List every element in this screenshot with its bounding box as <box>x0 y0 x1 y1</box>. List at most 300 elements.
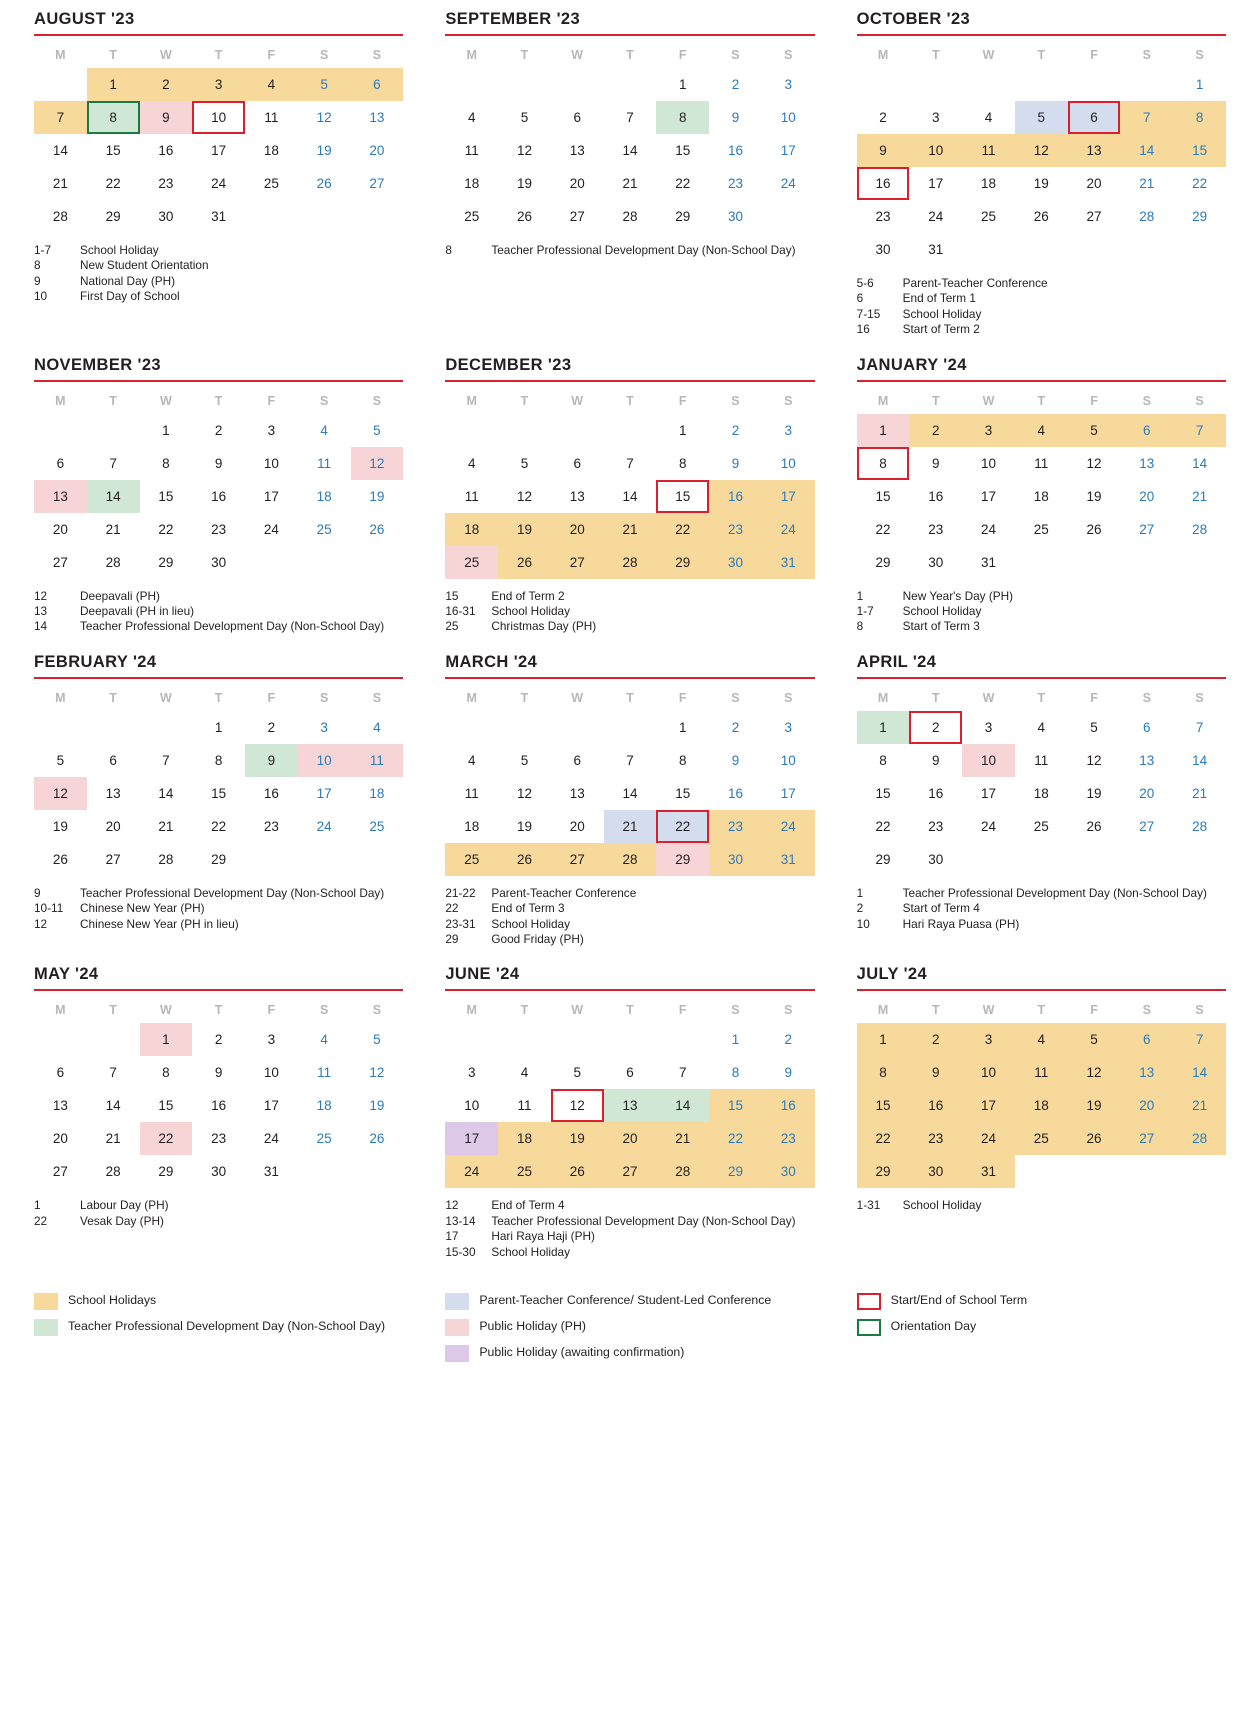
day-cell[interactable] <box>709 1089 762 1122</box>
day-cell[interactable] <box>245 744 298 777</box>
day-cell[interactable] <box>445 843 498 876</box>
day-cell[interactable] <box>857 546 910 579</box>
day-cell[interactable] <box>551 1155 604 1188</box>
day-cell[interactable] <box>551 200 604 233</box>
day-cell[interactable] <box>709 1056 762 1089</box>
day-cell[interactable] <box>656 546 709 579</box>
day-cell[interactable] <box>245 68 298 101</box>
day-cell[interactable] <box>498 546 551 579</box>
day-cell[interactable] <box>445 1122 498 1155</box>
day-cell[interactable] <box>656 744 709 777</box>
day-cell[interactable] <box>445 134 498 167</box>
day-cell[interactable] <box>245 711 298 744</box>
day-cell[interactable] <box>498 480 551 513</box>
day-cell[interactable] <box>498 810 551 843</box>
day-cell[interactable] <box>140 1089 193 1122</box>
day-cell[interactable] <box>604 480 657 513</box>
day-cell[interactable] <box>1068 744 1121 777</box>
day-cell[interactable] <box>962 1023 1015 1056</box>
day-cell[interactable] <box>656 447 709 480</box>
day-cell[interactable] <box>551 1122 604 1155</box>
day-cell[interactable] <box>656 200 709 233</box>
day-cell[interactable] <box>245 810 298 843</box>
day-cell[interactable] <box>962 546 1015 579</box>
day-cell[interactable] <box>604 1056 657 1089</box>
day-cell[interactable] <box>709 711 762 744</box>
day-cell[interactable] <box>762 843 815 876</box>
day-cell[interactable] <box>140 200 193 233</box>
day-cell[interactable] <box>298 68 351 101</box>
day-cell[interactable] <box>87 101 140 134</box>
day-cell[interactable] <box>1068 414 1121 447</box>
day-cell[interactable] <box>962 447 1015 480</box>
day-cell[interactable] <box>498 513 551 546</box>
day-cell[interactable] <box>245 480 298 513</box>
day-cell[interactable] <box>604 843 657 876</box>
day-cell[interactable] <box>351 810 404 843</box>
day-cell[interactable] <box>1015 513 1068 546</box>
day-cell[interactable] <box>192 843 245 876</box>
day-cell[interactable] <box>34 447 87 480</box>
day-cell[interactable] <box>604 1122 657 1155</box>
day-cell[interactable] <box>1068 200 1121 233</box>
day-cell[interactable] <box>1015 101 1068 134</box>
day-cell[interactable] <box>351 1122 404 1155</box>
day-cell[interactable] <box>962 414 1015 447</box>
day-cell[interactable] <box>245 1056 298 1089</box>
day-cell[interactable] <box>709 843 762 876</box>
day-cell[interactable] <box>298 414 351 447</box>
day-cell[interactable] <box>604 101 657 134</box>
day-cell[interactable] <box>498 167 551 200</box>
day-cell[interactable] <box>140 810 193 843</box>
day-cell[interactable] <box>498 777 551 810</box>
day-cell[interactable] <box>87 1089 140 1122</box>
day-cell[interactable] <box>351 167 404 200</box>
day-cell[interactable] <box>762 1056 815 1089</box>
day-cell[interactable] <box>909 1023 962 1056</box>
day-cell[interactable] <box>709 414 762 447</box>
day-cell[interactable] <box>1173 134 1226 167</box>
day-cell[interactable] <box>604 134 657 167</box>
day-cell[interactable] <box>1015 1089 1068 1122</box>
day-cell[interactable] <box>298 134 351 167</box>
day-cell[interactable] <box>909 200 962 233</box>
day-cell[interactable] <box>298 167 351 200</box>
day-cell[interactable] <box>498 447 551 480</box>
day-cell[interactable] <box>34 843 87 876</box>
day-cell[interactable] <box>1120 134 1173 167</box>
day-cell[interactable] <box>445 777 498 810</box>
day-cell[interactable] <box>962 1056 1015 1089</box>
day-cell[interactable] <box>34 810 87 843</box>
day-cell[interactable] <box>87 1056 140 1089</box>
day-cell[interactable] <box>909 744 962 777</box>
day-cell[interactable] <box>1015 447 1068 480</box>
day-cell[interactable] <box>709 101 762 134</box>
day-cell[interactable] <box>1068 167 1121 200</box>
day-cell[interactable] <box>351 414 404 447</box>
day-cell[interactable] <box>656 1056 709 1089</box>
day-cell[interactable] <box>762 1089 815 1122</box>
day-cell[interactable] <box>1173 447 1226 480</box>
day-cell[interactable] <box>762 480 815 513</box>
day-cell[interactable] <box>762 134 815 167</box>
day-cell[interactable] <box>762 546 815 579</box>
day-cell[interactable] <box>1120 1089 1173 1122</box>
day-cell[interactable] <box>551 546 604 579</box>
day-cell[interactable] <box>192 68 245 101</box>
day-cell[interactable] <box>192 1155 245 1188</box>
day-cell[interactable] <box>351 777 404 810</box>
day-cell[interactable] <box>1173 744 1226 777</box>
day-cell[interactable] <box>351 1056 404 1089</box>
day-cell[interactable] <box>857 843 910 876</box>
day-cell[interactable] <box>762 167 815 200</box>
day-cell[interactable] <box>1015 1023 1068 1056</box>
day-cell[interactable] <box>551 167 604 200</box>
day-cell[interactable] <box>762 447 815 480</box>
day-cell[interactable] <box>445 447 498 480</box>
day-cell[interactable] <box>87 513 140 546</box>
day-cell[interactable] <box>909 134 962 167</box>
day-cell[interactable] <box>140 414 193 447</box>
day-cell[interactable] <box>1120 513 1173 546</box>
day-cell[interactable] <box>857 101 910 134</box>
day-cell[interactable] <box>245 1089 298 1122</box>
day-cell[interactable] <box>709 1155 762 1188</box>
day-cell[interactable] <box>498 101 551 134</box>
day-cell[interactable] <box>87 546 140 579</box>
day-cell[interactable] <box>351 447 404 480</box>
day-cell[interactable] <box>34 744 87 777</box>
day-cell[interactable] <box>909 843 962 876</box>
day-cell[interactable] <box>1120 414 1173 447</box>
day-cell[interactable] <box>87 1155 140 1188</box>
day-cell[interactable] <box>656 711 709 744</box>
day-cell[interactable] <box>498 1155 551 1188</box>
day-cell[interactable] <box>351 101 404 134</box>
day-cell[interactable] <box>140 134 193 167</box>
day-cell[interactable] <box>445 810 498 843</box>
day-cell[interactable] <box>909 711 962 744</box>
day-cell[interactable] <box>34 134 87 167</box>
day-cell[interactable] <box>140 513 193 546</box>
day-cell[interactable] <box>298 101 351 134</box>
day-cell[interactable] <box>857 414 910 447</box>
day-cell[interactable] <box>962 1155 1015 1188</box>
day-cell[interactable] <box>762 101 815 134</box>
day-cell[interactable] <box>1173 167 1226 200</box>
day-cell[interactable] <box>709 1023 762 1056</box>
day-cell[interactable] <box>709 167 762 200</box>
day-cell[interactable] <box>762 68 815 101</box>
day-cell[interactable] <box>762 1122 815 1155</box>
day-cell[interactable] <box>1120 447 1173 480</box>
day-cell[interactable] <box>245 414 298 447</box>
day-cell[interactable] <box>87 480 140 513</box>
day-cell[interactable] <box>551 480 604 513</box>
day-cell[interactable] <box>656 810 709 843</box>
day-cell[interactable] <box>656 134 709 167</box>
day-cell[interactable] <box>857 1089 910 1122</box>
day-cell[interactable] <box>445 1056 498 1089</box>
day-cell[interactable] <box>962 513 1015 546</box>
day-cell[interactable] <box>87 447 140 480</box>
day-cell[interactable] <box>909 447 962 480</box>
day-cell[interactable] <box>762 711 815 744</box>
day-cell[interactable] <box>298 447 351 480</box>
day-cell[interactable] <box>656 414 709 447</box>
day-cell[interactable] <box>192 1056 245 1089</box>
day-cell[interactable] <box>34 777 87 810</box>
day-cell[interactable] <box>1068 480 1121 513</box>
day-cell[interactable] <box>857 711 910 744</box>
day-cell[interactable] <box>87 810 140 843</box>
day-cell[interactable] <box>1015 167 1068 200</box>
day-cell[interactable] <box>709 480 762 513</box>
day-cell[interactable] <box>34 200 87 233</box>
day-cell[interactable] <box>351 68 404 101</box>
day-cell[interactable] <box>245 167 298 200</box>
day-cell[interactable] <box>656 1122 709 1155</box>
day-cell[interactable] <box>351 480 404 513</box>
day-cell[interactable] <box>34 167 87 200</box>
day-cell[interactable] <box>909 167 962 200</box>
day-cell[interactable] <box>1120 744 1173 777</box>
day-cell[interactable] <box>351 134 404 167</box>
day-cell[interactable] <box>909 480 962 513</box>
day-cell[interactable] <box>709 810 762 843</box>
day-cell[interactable] <box>445 200 498 233</box>
day-cell[interactable] <box>34 1155 87 1188</box>
day-cell[interactable] <box>909 1155 962 1188</box>
day-cell[interactable] <box>709 68 762 101</box>
day-cell[interactable] <box>1068 134 1121 167</box>
day-cell[interactable] <box>87 777 140 810</box>
day-cell[interactable] <box>604 1089 657 1122</box>
day-cell[interactable] <box>656 777 709 810</box>
day-cell[interactable] <box>1173 68 1226 101</box>
day-cell[interactable] <box>1068 810 1121 843</box>
day-cell[interactable] <box>245 1155 298 1188</box>
day-cell[interactable] <box>962 744 1015 777</box>
day-cell[interactable] <box>192 447 245 480</box>
day-cell[interactable] <box>604 167 657 200</box>
day-cell[interactable] <box>909 546 962 579</box>
day-cell[interactable] <box>245 513 298 546</box>
day-cell[interactable] <box>551 777 604 810</box>
day-cell[interactable] <box>192 480 245 513</box>
day-cell[interactable] <box>498 200 551 233</box>
day-cell[interactable] <box>192 134 245 167</box>
day-cell[interactable] <box>1068 777 1121 810</box>
day-cell[interactable] <box>34 101 87 134</box>
day-cell[interactable] <box>192 167 245 200</box>
day-cell[interactable] <box>140 744 193 777</box>
day-cell[interactable] <box>1015 1056 1068 1089</box>
day-cell[interactable] <box>857 1155 910 1188</box>
day-cell[interactable] <box>245 777 298 810</box>
day-cell[interactable] <box>298 777 351 810</box>
day-cell[interactable] <box>604 744 657 777</box>
day-cell[interactable] <box>192 711 245 744</box>
day-cell[interactable] <box>857 447 910 480</box>
day-cell[interactable] <box>1120 777 1173 810</box>
day-cell[interactable] <box>245 447 298 480</box>
day-cell[interactable] <box>1173 513 1226 546</box>
day-cell[interactable] <box>1068 101 1121 134</box>
day-cell[interactable] <box>351 711 404 744</box>
day-cell[interactable] <box>604 1155 657 1188</box>
day-cell[interactable] <box>909 1056 962 1089</box>
day-cell[interactable] <box>656 1155 709 1188</box>
day-cell[interactable] <box>1120 711 1173 744</box>
day-cell[interactable] <box>1015 480 1068 513</box>
day-cell[interactable] <box>857 134 910 167</box>
day-cell[interactable] <box>192 810 245 843</box>
day-cell[interactable] <box>192 414 245 447</box>
day-cell[interactable] <box>498 1056 551 1089</box>
day-cell[interactable] <box>351 744 404 777</box>
day-cell[interactable] <box>1015 711 1068 744</box>
day-cell[interactable] <box>909 101 962 134</box>
day-cell[interactable] <box>857 480 910 513</box>
day-cell[interactable] <box>962 1122 1015 1155</box>
day-cell[interactable] <box>1068 1023 1121 1056</box>
day-cell[interactable] <box>551 513 604 546</box>
day-cell[interactable] <box>1173 1089 1226 1122</box>
day-cell[interactable] <box>656 480 709 513</box>
day-cell[interactable] <box>87 167 140 200</box>
day-cell[interactable] <box>604 810 657 843</box>
day-cell[interactable] <box>762 513 815 546</box>
day-cell[interactable] <box>1173 777 1226 810</box>
day-cell[interactable] <box>192 1122 245 1155</box>
day-cell[interactable] <box>656 1089 709 1122</box>
day-cell[interactable] <box>857 777 910 810</box>
day-cell[interactable] <box>140 167 193 200</box>
day-cell[interactable] <box>192 744 245 777</box>
day-cell[interactable] <box>604 513 657 546</box>
day-cell[interactable] <box>140 101 193 134</box>
day-cell[interactable] <box>604 777 657 810</box>
day-cell[interactable] <box>962 810 1015 843</box>
day-cell[interactable] <box>709 546 762 579</box>
day-cell[interactable] <box>762 777 815 810</box>
day-cell[interactable] <box>857 200 910 233</box>
day-cell[interactable] <box>140 843 193 876</box>
day-cell[interactable] <box>1068 1056 1121 1089</box>
day-cell[interactable] <box>656 513 709 546</box>
day-cell[interactable] <box>1120 200 1173 233</box>
day-cell[interactable] <box>192 546 245 579</box>
day-cell[interactable] <box>298 711 351 744</box>
day-cell[interactable] <box>962 200 1015 233</box>
day-cell[interactable] <box>1015 414 1068 447</box>
day-cell[interactable] <box>1173 711 1226 744</box>
day-cell[interactable] <box>551 447 604 480</box>
day-cell[interactable] <box>551 843 604 876</box>
day-cell[interactable] <box>709 513 762 546</box>
day-cell[interactable] <box>709 1122 762 1155</box>
day-cell[interactable] <box>1068 513 1121 546</box>
day-cell[interactable] <box>192 777 245 810</box>
day-cell[interactable] <box>1173 200 1226 233</box>
day-cell[interactable] <box>962 711 1015 744</box>
day-cell[interactable] <box>1173 101 1226 134</box>
day-cell[interactable] <box>1120 1122 1173 1155</box>
day-cell[interactable] <box>1173 810 1226 843</box>
day-cell[interactable] <box>245 1023 298 1056</box>
day-cell[interactable] <box>857 167 910 200</box>
day-cell[interactable] <box>857 1023 910 1056</box>
day-cell[interactable] <box>298 1023 351 1056</box>
day-cell[interactable] <box>709 777 762 810</box>
day-cell[interactable] <box>445 101 498 134</box>
day-cell[interactable] <box>656 843 709 876</box>
day-cell[interactable] <box>857 513 910 546</box>
day-cell[interactable] <box>762 1155 815 1188</box>
day-cell[interactable] <box>140 68 193 101</box>
day-cell[interactable] <box>551 1056 604 1089</box>
day-cell[interactable] <box>445 546 498 579</box>
day-cell[interactable] <box>140 1122 193 1155</box>
day-cell[interactable] <box>1173 1056 1226 1089</box>
day-cell[interactable] <box>192 200 245 233</box>
day-cell[interactable] <box>87 843 140 876</box>
day-cell[interactable] <box>962 480 1015 513</box>
day-cell[interactable] <box>298 513 351 546</box>
day-cell[interactable] <box>298 744 351 777</box>
day-cell[interactable] <box>762 744 815 777</box>
day-cell[interactable] <box>551 744 604 777</box>
day-cell[interactable] <box>551 810 604 843</box>
day-cell[interactable] <box>1120 167 1173 200</box>
day-cell[interactable] <box>1120 101 1173 134</box>
day-cell[interactable] <box>445 1089 498 1122</box>
day-cell[interactable] <box>1015 744 1068 777</box>
day-cell[interactable] <box>445 1155 498 1188</box>
day-cell[interactable] <box>445 744 498 777</box>
day-cell[interactable] <box>498 1089 551 1122</box>
day-cell[interactable] <box>1120 480 1173 513</box>
day-cell[interactable] <box>34 1122 87 1155</box>
day-cell[interactable] <box>87 200 140 233</box>
day-cell[interactable] <box>962 777 1015 810</box>
day-cell[interactable] <box>762 414 815 447</box>
day-cell[interactable] <box>87 744 140 777</box>
day-cell[interactable] <box>498 744 551 777</box>
day-cell[interactable] <box>445 167 498 200</box>
day-cell[interactable] <box>1015 777 1068 810</box>
day-cell[interactable] <box>709 134 762 167</box>
day-cell[interactable] <box>445 513 498 546</box>
day-cell[interactable] <box>1015 134 1068 167</box>
day-cell[interactable] <box>857 1056 910 1089</box>
day-cell[interactable] <box>909 810 962 843</box>
day-cell[interactable] <box>298 810 351 843</box>
day-cell[interactable] <box>1068 711 1121 744</box>
day-cell[interactable] <box>709 200 762 233</box>
day-cell[interactable] <box>656 101 709 134</box>
day-cell[interactable] <box>762 810 815 843</box>
day-cell[interactable] <box>656 167 709 200</box>
day-cell[interactable] <box>1120 1023 1173 1056</box>
day-cell[interactable] <box>245 101 298 134</box>
day-cell[interactable] <box>909 233 962 266</box>
day-cell[interactable] <box>1120 1056 1173 1089</box>
